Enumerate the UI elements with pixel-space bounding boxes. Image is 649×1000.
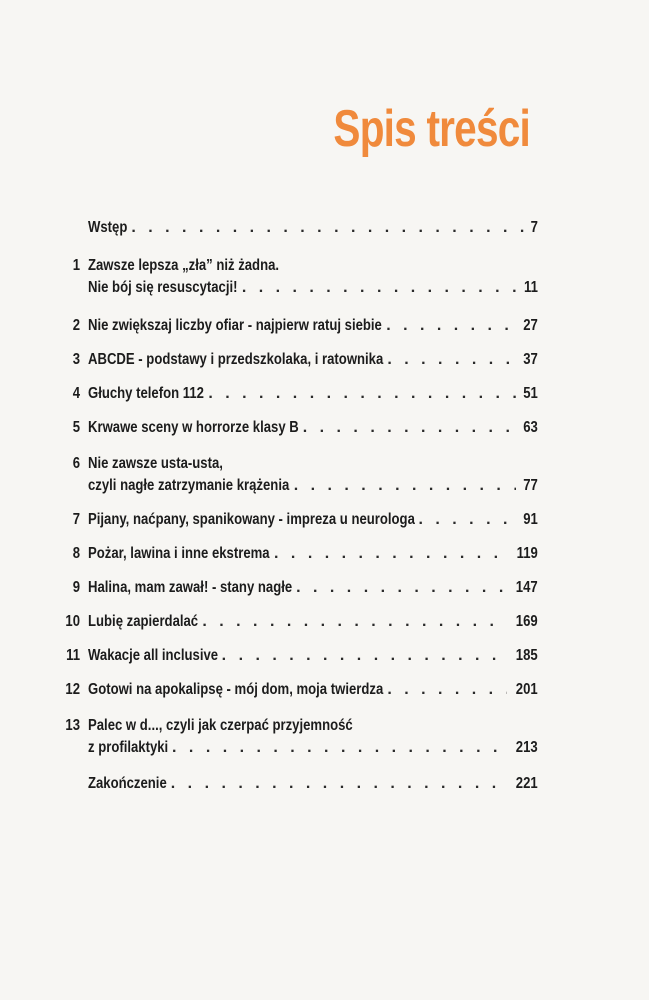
- toc-entry-chapter-9: [58, 577, 538, 599]
- dot-leader: [208, 383, 516, 405]
- entry-title: Zakończenie: [88, 775, 167, 792]
- entry-title: Wstęp: [88, 219, 128, 236]
- toc-entry-chapter-10: [58, 611, 538, 633]
- entry-title: Pożar, lawina i inne ekstrema: [88, 545, 270, 562]
- entry-page-number: 169: [516, 613, 538, 630]
- page-title: Spis treści: [333, 100, 530, 158]
- entry-number: 11: [66, 647, 80, 664]
- entry-page-number: 119: [516, 545, 538, 562]
- entry-title: Nie zwiększaj liczby ofiar - najpierw ratuj siebie: [88, 317, 382, 334]
- toc-entry-intro: [58, 217, 538, 239]
- table-of-contents: [58, 217, 538, 795]
- entry-page-number: 37: [523, 351, 538, 368]
- entry-page-number: 91: [523, 511, 538, 528]
- entry-page-number: 7: [530, 219, 538, 236]
- dot-leader: [242, 277, 517, 299]
- entry-title-line-1: Palec w d..., czyli jak czerpać przyjemność: [88, 717, 353, 734]
- toc-entry-chapter-13: [58, 715, 538, 759]
- dot-leader: [274, 543, 508, 565]
- entry-number: 10: [65, 613, 80, 630]
- dot-leader: [171, 773, 508, 795]
- entry-title-line-2: Nie bój się resuscytacji!: [88, 279, 238, 296]
- entry-page-number: 11: [524, 279, 538, 296]
- dot-leader: [303, 417, 516, 439]
- toc-entry-chapter-8: [58, 543, 538, 565]
- entry-page-number: 51: [523, 385, 538, 402]
- entry-number: 12: [65, 681, 80, 698]
- entry-title-line-2: czyli nagłe zatrzymanie krążenia: [88, 477, 290, 494]
- entry-title-line-1: Zawsze lepsza „zła” niż żadna.: [88, 257, 280, 274]
- entry-title: Pijany, naćpany, spanikowany - impreza u neurologa: [88, 511, 415, 528]
- dot-leader: [386, 315, 516, 337]
- entry-page-number: 147: [516, 579, 538, 596]
- toc-entry-chapter-1: [58, 255, 538, 299]
- entry-title-line-2: z profilaktyki: [88, 739, 169, 756]
- entry-title: Halina, mam zawał! - stany nagłe: [88, 579, 293, 596]
- toc-entry-conclusion: [58, 773, 538, 795]
- entry-title: Wakacje all inclusive: [88, 647, 219, 664]
- dot-leader: [419, 509, 517, 531]
- entry-title: Gotowi na apokalipsę - mój dom, moja twierdza: [88, 681, 384, 698]
- dot-leader: [296, 577, 507, 599]
- entry-number: 9: [72, 579, 80, 596]
- toc-entry-chapter-5: [58, 417, 538, 439]
- toc-entry-chapter-2: [58, 315, 538, 337]
- entry-number: 13: [65, 717, 80, 734]
- toc-entry-chapter-7: [58, 509, 538, 531]
- entry-title: Lubię zapierdalać: [88, 613, 199, 630]
- entry-page-number: 27: [523, 317, 538, 334]
- toc-entry-chapter-4: [58, 383, 538, 405]
- toc-entry-chapter-12: [58, 679, 538, 701]
- dot-leader: [222, 645, 508, 667]
- dot-leader: [131, 217, 525, 239]
- entry-number: 4: [72, 385, 80, 402]
- dot-leader: [387, 679, 507, 701]
- entry-number: 5: [72, 419, 80, 436]
- entry-title: ABCDE - podstawy i przedszkolaka, i ratownika: [88, 351, 384, 368]
- dot-leader: [202, 611, 507, 633]
- entry-title: Krwawe sceny w horrorze klasy B: [88, 419, 299, 436]
- entry-title: Głuchy telefon 112: [88, 385, 204, 402]
- entry-number: 1: [72, 257, 80, 274]
- entry-number: 6: [72, 455, 80, 472]
- dot-leader: [172, 737, 507, 759]
- dot-leader: [387, 349, 516, 371]
- entry-page-number: 213: [516, 739, 538, 756]
- entry-title-line-1: Nie zawsze usta-usta,: [88, 455, 223, 472]
- toc-entry-chapter-6: [58, 453, 538, 497]
- entry-number: 8: [72, 545, 80, 562]
- entry-page-number: 63: [523, 419, 538, 436]
- entry-number: 7: [72, 511, 80, 528]
- entry-page-number: 201: [516, 681, 538, 698]
- entry-number: 3: [72, 351, 80, 368]
- toc-entry-chapter-3: [58, 349, 538, 371]
- entry-number: 2: [72, 317, 80, 334]
- entry-page-number: 77: [523, 477, 538, 494]
- entry-page-number: 221: [516, 775, 538, 792]
- entry-page-number: 185: [516, 647, 538, 664]
- toc-entry-chapter-11: [58, 645, 538, 667]
- dot-leader: [294, 475, 516, 497]
